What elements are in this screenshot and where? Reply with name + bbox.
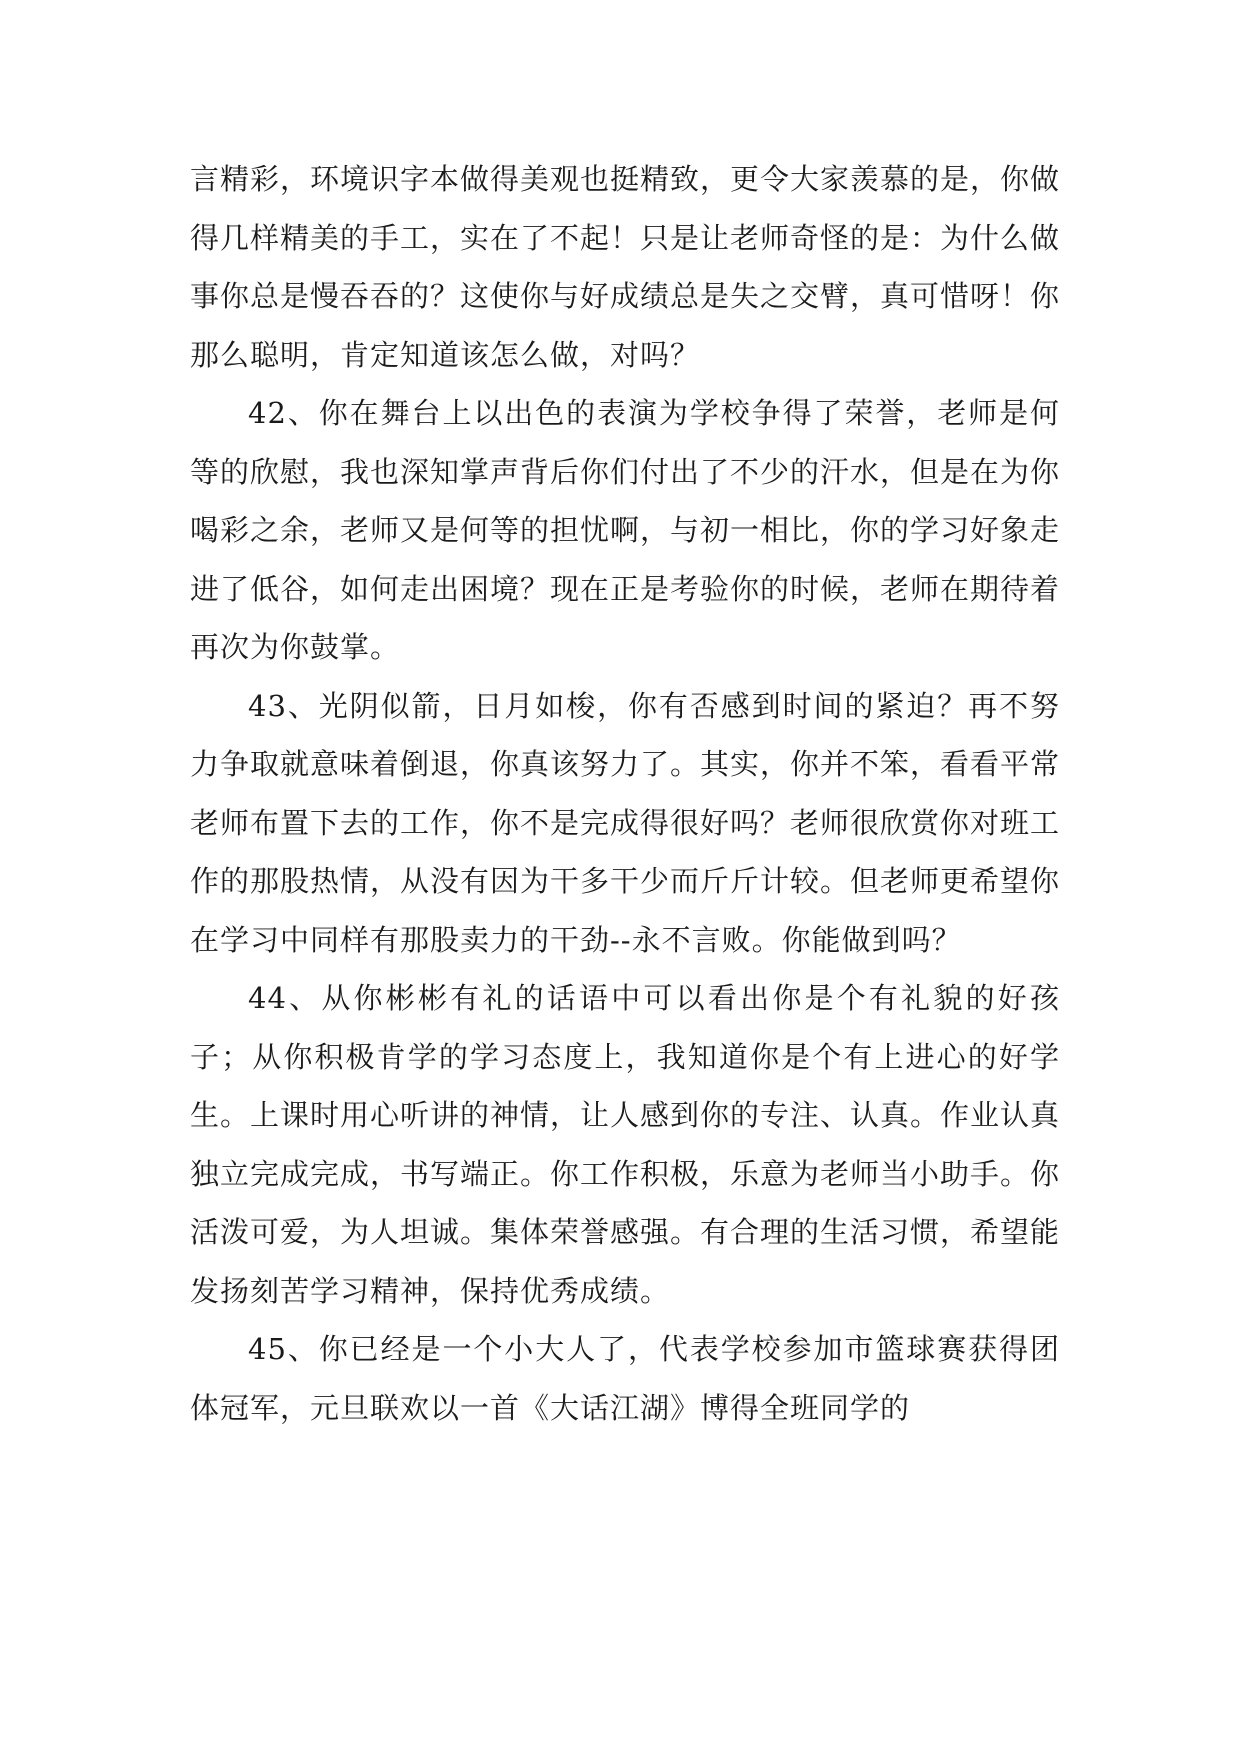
- paragraph-42: 42、你在舞台上以出色的表演为学校争得了荣誉，老师是何等的欣慰，我也深知掌声背后你们付出了不少的汗水，但是在为你喝彩之余，老师又是何等的担忧啊，与初一相比，你的学习好象走进了低谷，如何走出困境？现在正是考验你的时候，老师在期待着再次为你鼓掌。: [190, 396, 1061, 664]
- paragraph-43: 43、光阴似箭，日月如梭，你有否感到时间的紧迫？再不努力争取就意味着倒退，你真该努力了。其实，你并不笨，看看平常老师布置下去的工作，你不是完成得很好吗？老师很欣赏你对班工作的那股热情，从没有因为干多干少而斤斤计较。但老师更希望你在学习中同样有那股卖力的干劲--永不言败。你能做到吗？: [190, 688, 1061, 957]
- document-body: [190, 150, 1060, 1437]
- paragraph-45: 45、你已经是一个小大人了，代表学校参加市篮球赛获得团体冠军，元旦联欢以一首《大话江湖》博得全班同学的: [190, 1332, 1060, 1425]
- paragraph-44: 44、从你彬彬有礼的话语中可以看出你是个有礼貌的好孩子；从你积极肯学的学习态度上，我知道你是个有上进心的好学生。上课时用心听讲的神情，让人感到你的专注、认真。作业认真独立完成完成，书写端正。你工作积极，乐意为老师当小助手。你活泼可爱，为人坦诚。集体荣誉感强。有合理的生活习惯，希望能发扬刻苦学习精神，保持优秀成绩。: [190, 981, 1061, 1308]
- paragraph-41-continued: 言精彩，环境识字本做得美观也挺精致，更令大家羡慕的是，你做得几样精美的手工，实在了不起！只是让老师奇怪的是：为什么做事你总是慢吞吞的？这使你与好成绩总是失之交臂，真可惜呀！你那么聪明，肯定知道该怎么做，对吗？: [190, 162, 1061, 372]
